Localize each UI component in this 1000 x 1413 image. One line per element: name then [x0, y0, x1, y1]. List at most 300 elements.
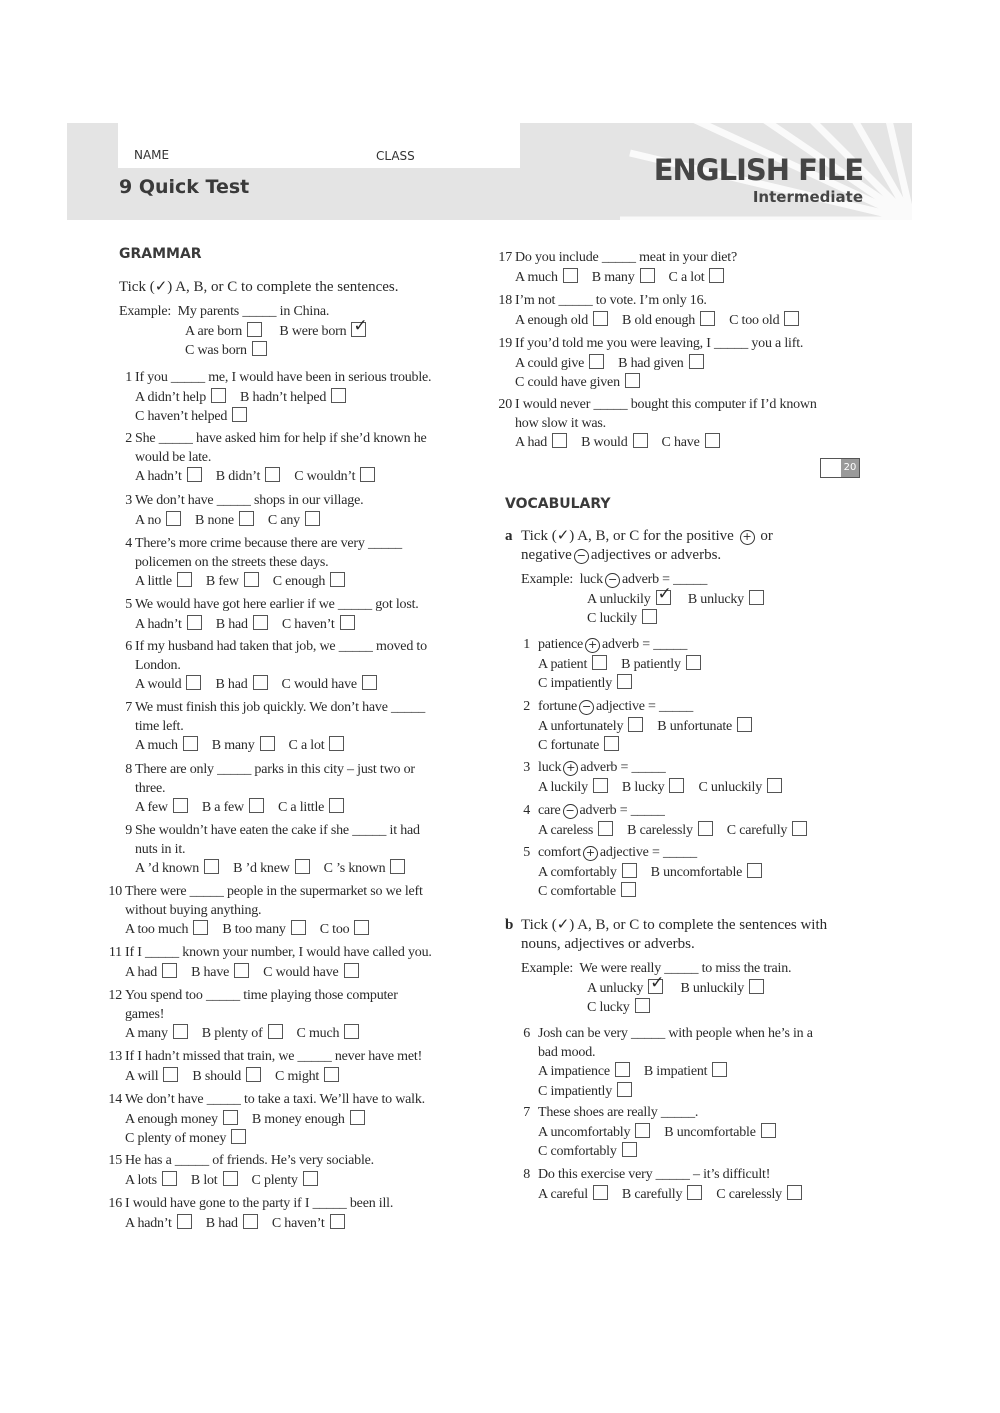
answer-option: C a lot [289, 736, 345, 756]
score-box [820, 458, 860, 478]
checkbox[interactable] [390, 859, 405, 874]
question-text: We would have got here earlier if we _____ got lost. [135, 597, 419, 612]
answer-option: A no [135, 511, 181, 531]
question-item [490, 396, 860, 453]
grammar-instruction: Tick (✓) A, B, or C to complete the sentences. [119, 279, 399, 295]
checkbox[interactable] [669, 778, 684, 793]
checkbox[interactable] [784, 311, 799, 326]
example-option: A unlucky ✓ [587, 972, 665, 996]
answer-option: B had given [618, 354, 703, 374]
minus-icon: − [579, 700, 594, 715]
checkbox[interactable] [234, 963, 249, 978]
answer-option: A much [135, 736, 198, 756]
checkbox[interactable] [244, 572, 259, 587]
checkbox[interactable] [563, 268, 578, 283]
checkbox[interactable] [187, 467, 202, 482]
answer-option: A impatience [538, 1062, 630, 1082]
question-text: I’m not _____ to vote. I’m only 16. [515, 293, 707, 308]
tick-icon: ✓ [353, 315, 368, 336]
checkbox[interactable] [223, 1110, 238, 1125]
checkbox[interactable] [709, 268, 724, 283]
checkbox[interactable] [593, 778, 608, 793]
question-text: Do this exercise very _____ – it’s difficult! [538, 1167, 771, 1182]
checkbox[interactable] [635, 998, 650, 1013]
checkbox[interactable] [211, 388, 226, 403]
checkbox[interactable] [163, 1067, 178, 1082]
answer-option: A patient [538, 655, 607, 675]
answer-option: C comfortably [538, 1142, 637, 1162]
question-text: Do you include _____ meat in your diet? [515, 250, 737, 265]
checkbox[interactable] [787, 1185, 802, 1200]
checkbox[interactable] [621, 882, 636, 897]
checkbox[interactable] [193, 920, 208, 935]
answer-option: C would have [282, 675, 377, 695]
question-item [110, 369, 470, 427]
question-number: 13 [108, 1049, 122, 1064]
checkbox[interactable] [593, 311, 608, 326]
question-item [508, 1104, 878, 1162]
answer-option: A luckily [538, 778, 608, 798]
checkbox[interactable] [249, 798, 264, 813]
answer-option: A lots [125, 1171, 177, 1191]
checkbox[interactable] [617, 1082, 632, 1097]
question-text: She _____ have asked him for help if she’d known he [135, 431, 427, 446]
brand-logo: ENGLISH FILE [653, 153, 863, 187]
checkbox[interactable] [173, 1024, 188, 1039]
question-item [110, 699, 470, 756]
question-number: 14 [108, 1092, 122, 1107]
name-class-strip [118, 123, 520, 168]
answer-option: C much [297, 1024, 360, 1044]
answer-option: B uncomfortable [651, 863, 762, 883]
question-number: 19 [498, 336, 512, 351]
plus-icon: + [563, 761, 578, 776]
question-number: 12 [108, 988, 122, 1003]
answer-option: B had [216, 615, 268, 635]
question-item [110, 535, 470, 592]
checkbox[interactable] [231, 1129, 246, 1144]
example-option: B unluckily [680, 979, 764, 999]
question-text: If I _____ known your number, I would have called you. [125, 945, 432, 960]
answer-option: B patiently [621, 655, 701, 675]
checkbox[interactable] [324, 1067, 339, 1082]
example-label: Example: [119, 304, 172, 319]
answer-option: B ’d knew [233, 859, 310, 879]
answer-option: B should [192, 1067, 261, 1087]
checkbox[interactable] [331, 388, 346, 403]
checkbox[interactable] [223, 1171, 238, 1186]
options-row [538, 1082, 878, 1102]
example-option: C was born [185, 341, 267, 361]
checkbox[interactable] [589, 354, 604, 369]
answer-option: B unfortunate [657, 717, 752, 737]
answer-option: A much [515, 268, 578, 288]
answer-option: C ’s known [324, 859, 406, 879]
answer-option: B carelessly [627, 821, 713, 841]
question-number: 7 [523, 1105, 530, 1120]
question-number: 20 [498, 397, 512, 412]
checkbox[interactable] [635, 1123, 650, 1138]
tick-icon: ✓ [657, 583, 672, 604]
question-number: 8 [523, 1167, 530, 1182]
answer-option: A careless [538, 821, 613, 841]
answer-option: B have [191, 963, 249, 983]
question-number: 7 [125, 700, 132, 715]
checkbox[interactable] [617, 674, 632, 689]
answer-option: B uncomfortable [664, 1123, 775, 1143]
question-item [100, 1091, 470, 1149]
answer-option: B carefully [622, 1185, 702, 1205]
checkbox[interactable] [253, 675, 268, 690]
answer-option: C fortunate [538, 736, 619, 756]
question-item [100, 944, 470, 982]
options-row [538, 778, 878, 798]
options-row [135, 407, 470, 427]
answer-option: C plenty of money [125, 1129, 246, 1149]
checkbox[interactable] [761, 1123, 776, 1138]
checkbox[interactable] [712, 1062, 727, 1077]
example-option: A are born [185, 322, 262, 342]
question-number: 5 [125, 597, 132, 612]
options-row [538, 1142, 878, 1162]
checkbox[interactable] [187, 615, 202, 630]
checkbox[interactable] [633, 433, 648, 448]
answer-option: A enough old [515, 311, 608, 331]
question-text: care − adverb = _____ [538, 803, 665, 818]
checkbox[interactable] [186, 675, 201, 690]
answer-option: C carelessly [716, 1185, 802, 1205]
example-option: C luckily [587, 609, 657, 629]
question-item [508, 844, 878, 902]
checkbox[interactable] [177, 1214, 192, 1229]
options-row [538, 674, 878, 694]
answer-option: C too old [729, 311, 799, 331]
checkbox[interactable] [622, 1142, 637, 1157]
options-row [125, 1067, 470, 1087]
checkbox[interactable] [291, 920, 306, 935]
checkbox[interactable] [204, 859, 219, 874]
checkbox[interactable] [162, 963, 177, 978]
answer-option: A hadn’t [125, 1214, 192, 1234]
question-number: 2 [125, 431, 132, 446]
answer-option: B many [212, 736, 275, 756]
checkbox[interactable] [252, 341, 267, 356]
checkbox[interactable] [737, 717, 752, 732]
checkbox[interactable] [625, 373, 640, 388]
minus-icon: − [574, 549, 589, 564]
section-letter: b [505, 917, 514, 933]
question-text: These shoes are really _____. [538, 1105, 699, 1120]
checkbox[interactable] [268, 1024, 283, 1039]
answer-option: A had [125, 963, 177, 983]
answer-option: B had [215, 675, 267, 695]
checkbox[interactable] [767, 778, 782, 793]
checkbox[interactable] [592, 655, 607, 670]
question-text: If my husband had taken that job, we _____ moved to [135, 639, 427, 654]
checkbox[interactable] [615, 1062, 630, 1077]
checkbox[interactable] [354, 920, 369, 935]
question-text: Josh can be very _____ with people when he’s in a [538, 1026, 813, 1041]
options-row [125, 1129, 470, 1149]
answer-option: A many [125, 1024, 188, 1044]
checkbox[interactable] [303, 1171, 318, 1186]
question-text: She wouldn’t have eaten the cake if she _____ it had [135, 823, 420, 838]
checkbox[interactable] [552, 433, 567, 448]
options-row [515, 354, 860, 374]
answer-option: C would have [263, 963, 358, 983]
checkbox[interactable] [362, 675, 377, 690]
question-number: 9 [125, 823, 132, 838]
options-row [538, 717, 878, 737]
question-number: 3 [523, 760, 530, 775]
grammar-example [119, 303, 479, 361]
question-text: luck + adverb = _____ [538, 760, 666, 775]
answer-option: C a lot [669, 268, 725, 288]
checkbox[interactable] [183, 736, 198, 751]
question-text: We don’t have _____ shops in our village. [135, 493, 364, 508]
minus-icon: − [563, 804, 578, 819]
checkbox[interactable] [698, 821, 713, 836]
checkbox[interactable] [350, 1110, 365, 1125]
question-number: 4 [125, 536, 132, 551]
answer-option: B money enough [252, 1110, 365, 1130]
answer-option: C wouldn’t [294, 467, 375, 487]
question-text: We must finish this job quickly. We don’t have _____ [135, 700, 426, 715]
options-row [538, 655, 878, 675]
plus-icon: + [585, 638, 600, 653]
checkbox[interactable] [173, 798, 188, 813]
answer-option: A too much [125, 920, 208, 940]
answer-option: B plenty of [202, 1024, 283, 1044]
question-text: We don’t have _____ to take a taxi. We’ll have to walk. [125, 1092, 425, 1107]
example-option: C lucky [587, 998, 650, 1018]
checkbox[interactable] [305, 511, 320, 526]
answer-option: A didn’t help [135, 388, 226, 408]
example-option: B were born ✓ [279, 315, 368, 339]
question-text: bad mood. [538, 1044, 596, 1060]
options-row [125, 1110, 470, 1130]
checkbox[interactable] [604, 736, 619, 751]
answer-option: C impatiently [538, 1082, 632, 1102]
question-number: 3 [125, 493, 132, 508]
question-number: 1 [125, 370, 132, 385]
options-row [538, 1062, 878, 1082]
example-text: My parents _____ in China. [177, 304, 330, 319]
checkbox-ticked[interactable] [656, 583, 672, 605]
answer-option: C a little [278, 798, 344, 818]
options-row [538, 863, 878, 883]
checkbox[interactable] [330, 572, 345, 587]
answer-option: B too many [222, 920, 305, 940]
checkbox[interactable] [329, 798, 344, 813]
question-text: He has a _____ of friends. He’s very sociable. [125, 1153, 374, 1168]
question-item [508, 759, 878, 797]
checkbox[interactable] [260, 736, 275, 751]
answer-option: B a few [202, 798, 264, 818]
answer-option: C have [662, 433, 720, 453]
answer-option: A would [135, 675, 201, 695]
question-number: 1 [523, 637, 530, 652]
vocab-b-instruction: b Tick (✓) A, B, or C to complete the sentences with nouns, adjectives or adverbs. [505, 917, 828, 952]
checkbox[interactable] [749, 590, 764, 605]
answer-option: C too [320, 920, 370, 940]
question-text: fortune − adjective = _____ [538, 699, 694, 714]
question-text: If you _____ me, I would have been in serious trouble. [135, 370, 432, 385]
answer-option: C comfortable [538, 882, 636, 902]
checkbox[interactable] [253, 615, 268, 630]
question-item [508, 802, 878, 840]
options-row [135, 736, 470, 756]
options-row [515, 268, 860, 288]
checkbox[interactable] [749, 979, 764, 994]
checkbox[interactable] [166, 511, 181, 526]
options-row [538, 736, 878, 756]
question-item [100, 1195, 470, 1233]
question-number: 6 [125, 639, 132, 654]
answer-option: C carefully [727, 821, 807, 841]
answer-option: B lucky [622, 778, 685, 798]
checkbox[interactable] [246, 1067, 261, 1082]
answer-option: C haven’t [282, 615, 355, 635]
checkbox[interactable] [792, 821, 807, 836]
section-letter: a [505, 528, 513, 544]
question-text: I would have gone to the party if I _____ been ill. [125, 1196, 394, 1211]
score-total: 20 [841, 459, 859, 477]
question-item [110, 430, 470, 487]
checkbox[interactable] [265, 467, 280, 482]
answer-option: B many [592, 268, 655, 288]
checkbox[interactable] [700, 311, 715, 326]
name-label: NAME [134, 148, 170, 162]
minus-icon: − [605, 573, 620, 588]
checkbox[interactable] [239, 511, 254, 526]
checkbox[interactable] [295, 859, 310, 874]
question-number: 18 [498, 293, 512, 308]
answer-option: A hadn’t [135, 615, 202, 635]
question-number: 16 [108, 1196, 122, 1211]
vocab-b-example: Example: We were really _____ to miss the train. A unlucky ✓ B unluckily C lucky [521, 960, 881, 1018]
answer-option: A will [125, 1067, 178, 1087]
checkbox[interactable] [329, 736, 344, 751]
question-text: There are only _____ parks in this city – just two or [135, 762, 415, 777]
answer-option: A uncomfortably [538, 1123, 650, 1143]
question-item [508, 698, 878, 756]
plus-icon: + [583, 846, 598, 861]
question-number: 10 [108, 884, 122, 899]
question-number: 5 [523, 845, 530, 860]
question-item [110, 596, 470, 634]
answer-option: C plenty [252, 1171, 318, 1191]
question-number: 2 [523, 699, 530, 714]
question-text: games! [125, 1006, 165, 1022]
answer-option: B hadn’t helped [240, 388, 346, 408]
question-text: time left. [135, 718, 184, 734]
page-title: 9 Quick Test [119, 176, 250, 198]
checkbox[interactable] [687, 1185, 702, 1200]
answer-option: C haven’t [272, 1214, 345, 1234]
question-text: patience + adverb = _____ [538, 637, 688, 652]
question-text: London. [135, 657, 181, 673]
question-text: policemen on the streets these days. [135, 554, 329, 570]
checkbox[interactable] [593, 1185, 608, 1200]
options-row [538, 1185, 878, 1205]
options-row [125, 1024, 470, 1044]
answer-option: B would [581, 433, 647, 453]
question-item [100, 1048, 470, 1086]
checkbox[interactable] [640, 268, 655, 283]
answer-option: A little [135, 572, 192, 592]
answer-option: C might [275, 1067, 339, 1087]
checkbox[interactable] [686, 655, 701, 670]
checkbox[interactable] [243, 1214, 258, 1229]
options-row [515, 373, 860, 393]
answer-option: A few [135, 798, 188, 818]
question-number: 17 [498, 250, 512, 265]
options-row [135, 511, 470, 531]
question-item [110, 761, 470, 818]
checkbox[interactable] [622, 863, 637, 878]
checkbox[interactable] [747, 863, 762, 878]
checkbox[interactable] [642, 609, 657, 624]
answer-option: B had [206, 1214, 258, 1234]
question-item [508, 636, 878, 694]
grammar-heading: GRAMMAR [119, 246, 202, 262]
answer-option: A comfortably [538, 863, 637, 883]
checkbox[interactable] [344, 1024, 359, 1039]
answer-option: B none [195, 511, 254, 531]
checkbox-ticked[interactable] [351, 315, 368, 337]
options-row [538, 882, 878, 902]
options-row [538, 1123, 878, 1143]
answer-option: B didn’t [216, 467, 280, 487]
checkbox[interactable] [247, 322, 262, 337]
example-option: A unluckily ✓ [587, 583, 672, 607]
class-label: CLASS [376, 149, 415, 163]
options-row [135, 798, 470, 818]
question-item [490, 335, 860, 393]
answer-option: A unfortunately [538, 717, 643, 737]
options-row [135, 675, 470, 695]
options-row [135, 615, 470, 635]
answer-option: A ’d known [135, 859, 219, 879]
question-item [508, 1025, 878, 1101]
level-label: Intermediate [752, 188, 863, 206]
checkbox[interactable] [360, 467, 375, 482]
checkbox[interactable] [598, 821, 613, 836]
checkbox[interactable] [344, 963, 359, 978]
tick-icon: ✓ [650, 972, 665, 993]
checkbox[interactable] [177, 572, 192, 587]
answer-option: C impatiently [538, 674, 632, 694]
checkbox-ticked[interactable] [648, 972, 665, 994]
checkbox[interactable] [689, 354, 704, 369]
checkbox[interactable] [340, 615, 355, 630]
checkbox[interactable] [162, 1171, 177, 1186]
question-text: nuts in it. [135, 841, 186, 857]
answer-option: C could have given [515, 373, 640, 393]
checkbox[interactable] [330, 1214, 345, 1229]
question-text: There’s more crime because there are very _____ [135, 536, 402, 551]
options-row [125, 1171, 470, 1191]
question-text: There were _____ people in the supermarket so we left [125, 884, 423, 899]
checkbox[interactable] [705, 433, 720, 448]
checkbox[interactable] [232, 407, 247, 422]
question-text: would be late. [135, 449, 212, 465]
question-number: 4 [523, 803, 530, 818]
answer-option: C enough [273, 572, 345, 592]
checkbox[interactable] [628, 717, 643, 732]
question-item [110, 492, 470, 530]
